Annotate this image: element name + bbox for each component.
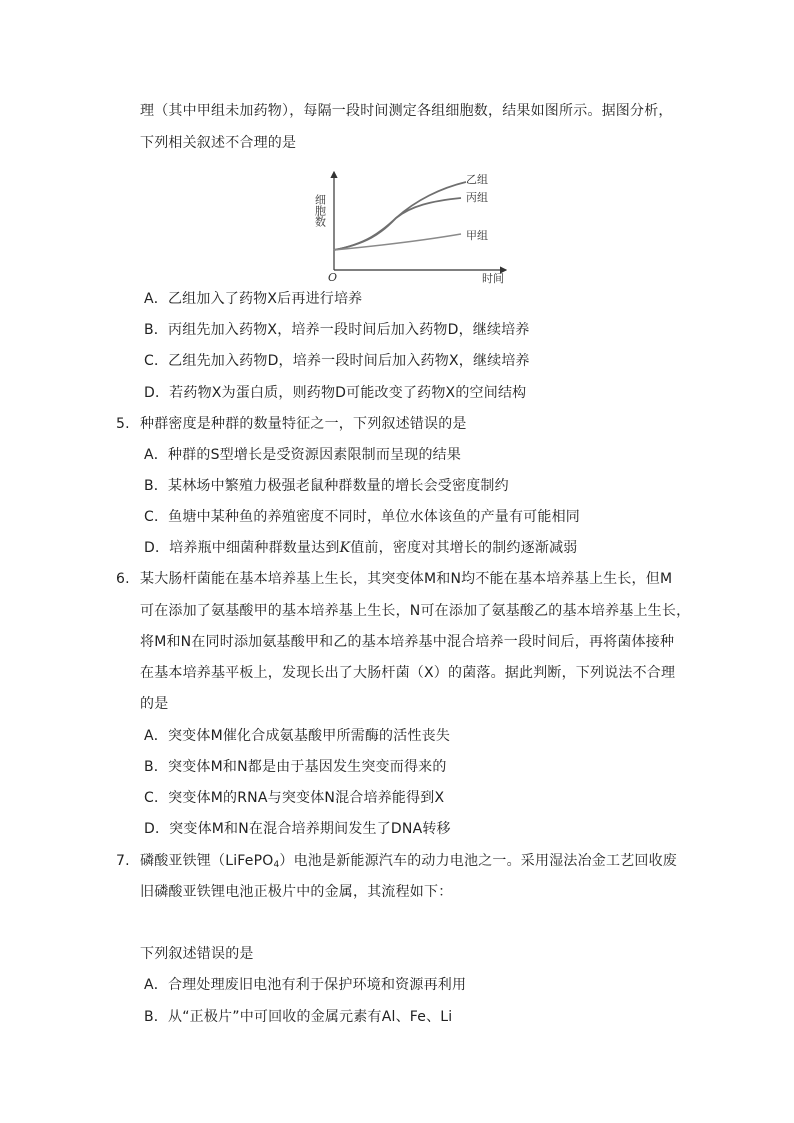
series-line-jia [334, 234, 461, 250]
q7-stem-line-2: 旧磷酸亚铁锂电池正极片中的金属，其流程如下： [140, 884, 453, 900]
q6-number: 6. [116, 571, 130, 587]
x-axis-label: 时间 [482, 272, 504, 285]
q7-stem-line-1 [116, 851, 677, 871]
q4-intro-line-2: 下列相关叙述不合理的是 [140, 135, 297, 151]
q5-option-a: A．种群的S型增长是受资源因素限制而呈现的结果 [144, 447, 462, 463]
q6-option-c: C．突变体M的RNA与突变体N混合培养能得到X [144, 790, 445, 806]
q5-stem [116, 414, 467, 434]
q6-option-b: B．突变体M和N都是由于基因发生突变而得来的 [144, 759, 447, 775]
q6-option-a: A．突变体M催化合成氨基酸甲所需酶的活性丧失 [144, 728, 451, 744]
q5-option-d-pre: D．培养瓶中细菌种群数量达到 [144, 540, 340, 556]
q6-stem-line-1 [116, 569, 672, 589]
q7-prompt: 下列叙述错误的是 [140, 946, 254, 962]
q6-stem-line-2: 可在添加了氨基酸甲的基本培养基上生长，N可在添加了氨基酸乙的基本培养基上生长， [140, 603, 691, 619]
q6-stem-text-1: 某大肠杆菌能在基本培养基上生长，其突变体M和N均不能在基本培养基上生长，但M [140, 571, 673, 587]
q6-stem-line-5: 的是 [140, 696, 169, 712]
q5-option-c: C．鱼塘中某种鱼的养殖密度不同时，单位水体该鱼的产量有可能相同 [144, 509, 580, 525]
q7-stem-pre: 磷酸亚铁锂（LiFePO [140, 853, 274, 869]
q7-option-a: A．合理处理废旧电池有利于保护环境和资源再利用 [144, 977, 467, 993]
series-line-bing [334, 198, 461, 250]
q4-option-b: B．丙组先加入药物X，培养一段时间后加入药物D，继续培养 [144, 322, 530, 338]
q5-option-d [144, 538, 577, 558]
series-label-bing: 丙组 [466, 191, 488, 204]
q7-stem-post: ）电池是新能源汽车的动力电池之一。采用湿法冶金工艺回收废 [279, 853, 677, 869]
q5-option-d-k: K [339, 540, 351, 556]
q6-stem-line-4: 在基本培养基平板上，发现长出了大肠杆菌（X）的菌落。据此判断，下列说法不合理 [140, 665, 676, 681]
q4-option-c: C．乙组先加入药物D，培养一段时间后加入药物X，继续培养 [144, 353, 530, 369]
q4-intro-line-1: 理（其中甲组未加药物），每隔一段时间测定各组细胞数，结果如图所示。据图分析， [140, 103, 673, 119]
y-axis-label: 细胞数 [313, 194, 327, 227]
q6-option-d: D．突变体M和N在混合培养期间发生了DNA转移 [144, 821, 451, 837]
q5-option-b: B．某林场中繁殖力极强老鼠种群数量的增长会受密度制约 [144, 478, 509, 494]
series-label-yi: 乙组 [466, 173, 488, 186]
q4-option-d: D．若药物X为蛋白质，则药物D可能改变了药物X的空间结构 [144, 385, 527, 401]
q7-stem-subscript: 4 [273, 860, 280, 870]
q5-stem-text: 种群密度是种群的数量特征之一，下列叙述错误的是 [140, 416, 467, 432]
q7-option-b: B．从“正极片”中可回收的金属元素有Al、Fe、Li [144, 1009, 453, 1025]
q5-option-d-post: 值前，密度对其增长的制约逐渐减弱 [350, 540, 578, 556]
origin-label: O [328, 271, 338, 284]
q7-number: 7. [116, 853, 130, 869]
q6-stem-line-3: 将M和N在同时添加氨基酸甲和乙的基本培养基中混合培养一段时间后，再将菌体接种 [140, 634, 675, 650]
cell-count-chart [313, 166, 512, 285]
q5-number: 5. [116, 416, 130, 432]
series-label-jia: 甲组 [466, 229, 488, 242]
q4-option-a: A．乙组加入了药物X后再进行培养 [144, 291, 363, 307]
